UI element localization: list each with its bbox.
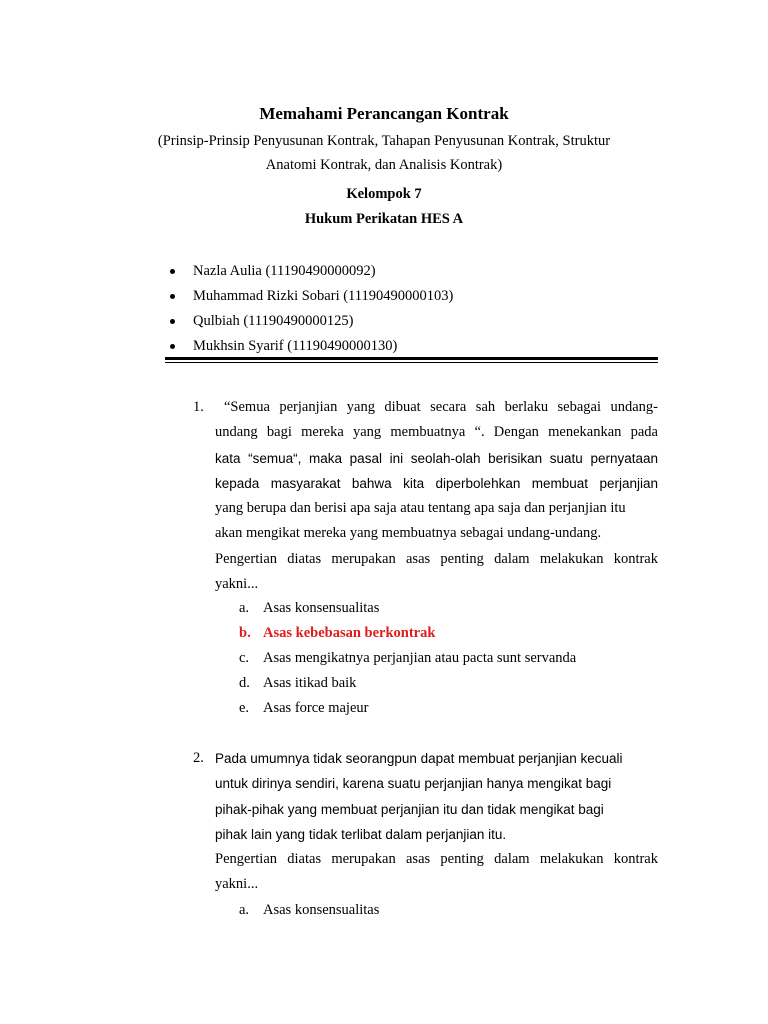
member-name: Muhammad Rizki Sobari (11190490000103)	[193, 288, 454, 304]
option-text: Asas konsensualitas	[263, 600, 380, 616]
question-prompt: yakni...	[215, 576, 259, 593]
question-2-text	[215, 746, 658, 898]
option-letter: c.	[239, 650, 250, 666]
option-letter: a.	[239, 902, 250, 918]
bullet-icon	[170, 344, 175, 349]
option-text: Asas konsensualitas	[263, 902, 380, 918]
option-a[interactable]	[239, 596, 576, 621]
list-item	[168, 284, 453, 309]
option-e[interactable]	[239, 696, 576, 721]
group-name: Kelompok 7	[346, 186, 422, 202]
question-1-number: 1.	[193, 399, 204, 415]
option-letter: e.	[239, 700, 250, 716]
list-item	[168, 309, 453, 334]
bullet-icon	[170, 319, 175, 324]
member-list	[168, 259, 453, 359]
question-prompt: Pengertian diatas merupakan asas penting dalam melakukan kontrak	[215, 851, 658, 868]
member-name: Nazla Aulia (11190490000092)	[193, 263, 376, 279]
option-text: Asas mengikatnya perjanjian atau pacta sunt servanda	[263, 650, 577, 666]
document-subtitle-line-1: (Prinsip-Prinsip Penyusunan Kontrak, Tahapan Penyusunan Kontrak, Struktur	[157, 133, 611, 149]
question-line: kepada masyarakat bahwa kita diperbolehkan membuat perjanjian	[215, 475, 658, 491]
option-b-correct[interactable]	[239, 621, 576, 646]
question-1-options	[239, 596, 576, 721]
option-text: Asas kebebasan berkontrak	[263, 625, 436, 641]
question-line: “Semua perjanjian yang dibuat secara sah berlaku sebagai undang-	[224, 399, 658, 415]
document-subtitle-line-2: Anatomi Kontrak, dan Analisis Kontrak)	[265, 157, 503, 173]
bullet-icon	[170, 294, 175, 299]
document-title: Memahami Perancangan Kontrak	[259, 104, 509, 123]
bullet-icon	[170, 269, 175, 274]
option-text: Asas itikad baik	[263, 675, 357, 691]
question-line: kata “semua“, maka pasal ini seolah-olah berisikan suatu pernyataan	[215, 450, 658, 466]
question-line: yang berupa dan berisi apa saja atau tentang apa saja dan perjanjian itu	[215, 500, 626, 517]
option-text: Asas force majeur	[263, 700, 369, 716]
question-line: akan mengikat mereka yang membuatnya sebagai undang-undang.	[215, 525, 602, 542]
class-name: Hukum Perikatan HES A	[304, 211, 464, 227]
list-item	[168, 334, 453, 359]
question-line: pihak lain yang tidak terlibat dalam perjanjian itu.	[215, 826, 507, 842]
option-c[interactable]	[239, 646, 576, 671]
option-letter: d.	[239, 675, 250, 691]
option-letter: b.	[239, 625, 251, 641]
header-divider-thick	[165, 357, 658, 360]
list-item	[168, 259, 453, 284]
question-2-options	[239, 898, 379, 923]
option-a[interactable]	[239, 898, 379, 923]
member-name: Qulbiah (11190490000125)	[193, 313, 354, 329]
question-prompt: Pengertian diatas merupakan asas penting dalam melakukan kontrak	[215, 550, 658, 567]
question-line: Pada umumnya tidak seorangpun dapat membuat perjanjian kecuali	[215, 751, 623, 766]
question-line: pihak-pihak yang membuat perjanjian itu dan tidak mengikat bagi	[215, 801, 604, 817]
option-d[interactable]	[239, 671, 576, 696]
header-divider-thin	[165, 362, 658, 363]
question-2-number: 2.	[193, 750, 204, 766]
question-line: untuk dirinya sendiri, karena suatu perjanjian hanya mengikat bagi	[215, 776, 612, 792]
question-prompt: yakni...	[215, 876, 259, 893]
question-1-text	[215, 395, 658, 597]
option-letter: a.	[239, 600, 250, 616]
member-name: Mukhsin Syarif (11190490000130)	[193, 338, 398, 354]
question-line: undang bagi mereka yang membuatnya “. Dengan menekankan pada	[215, 424, 658, 441]
